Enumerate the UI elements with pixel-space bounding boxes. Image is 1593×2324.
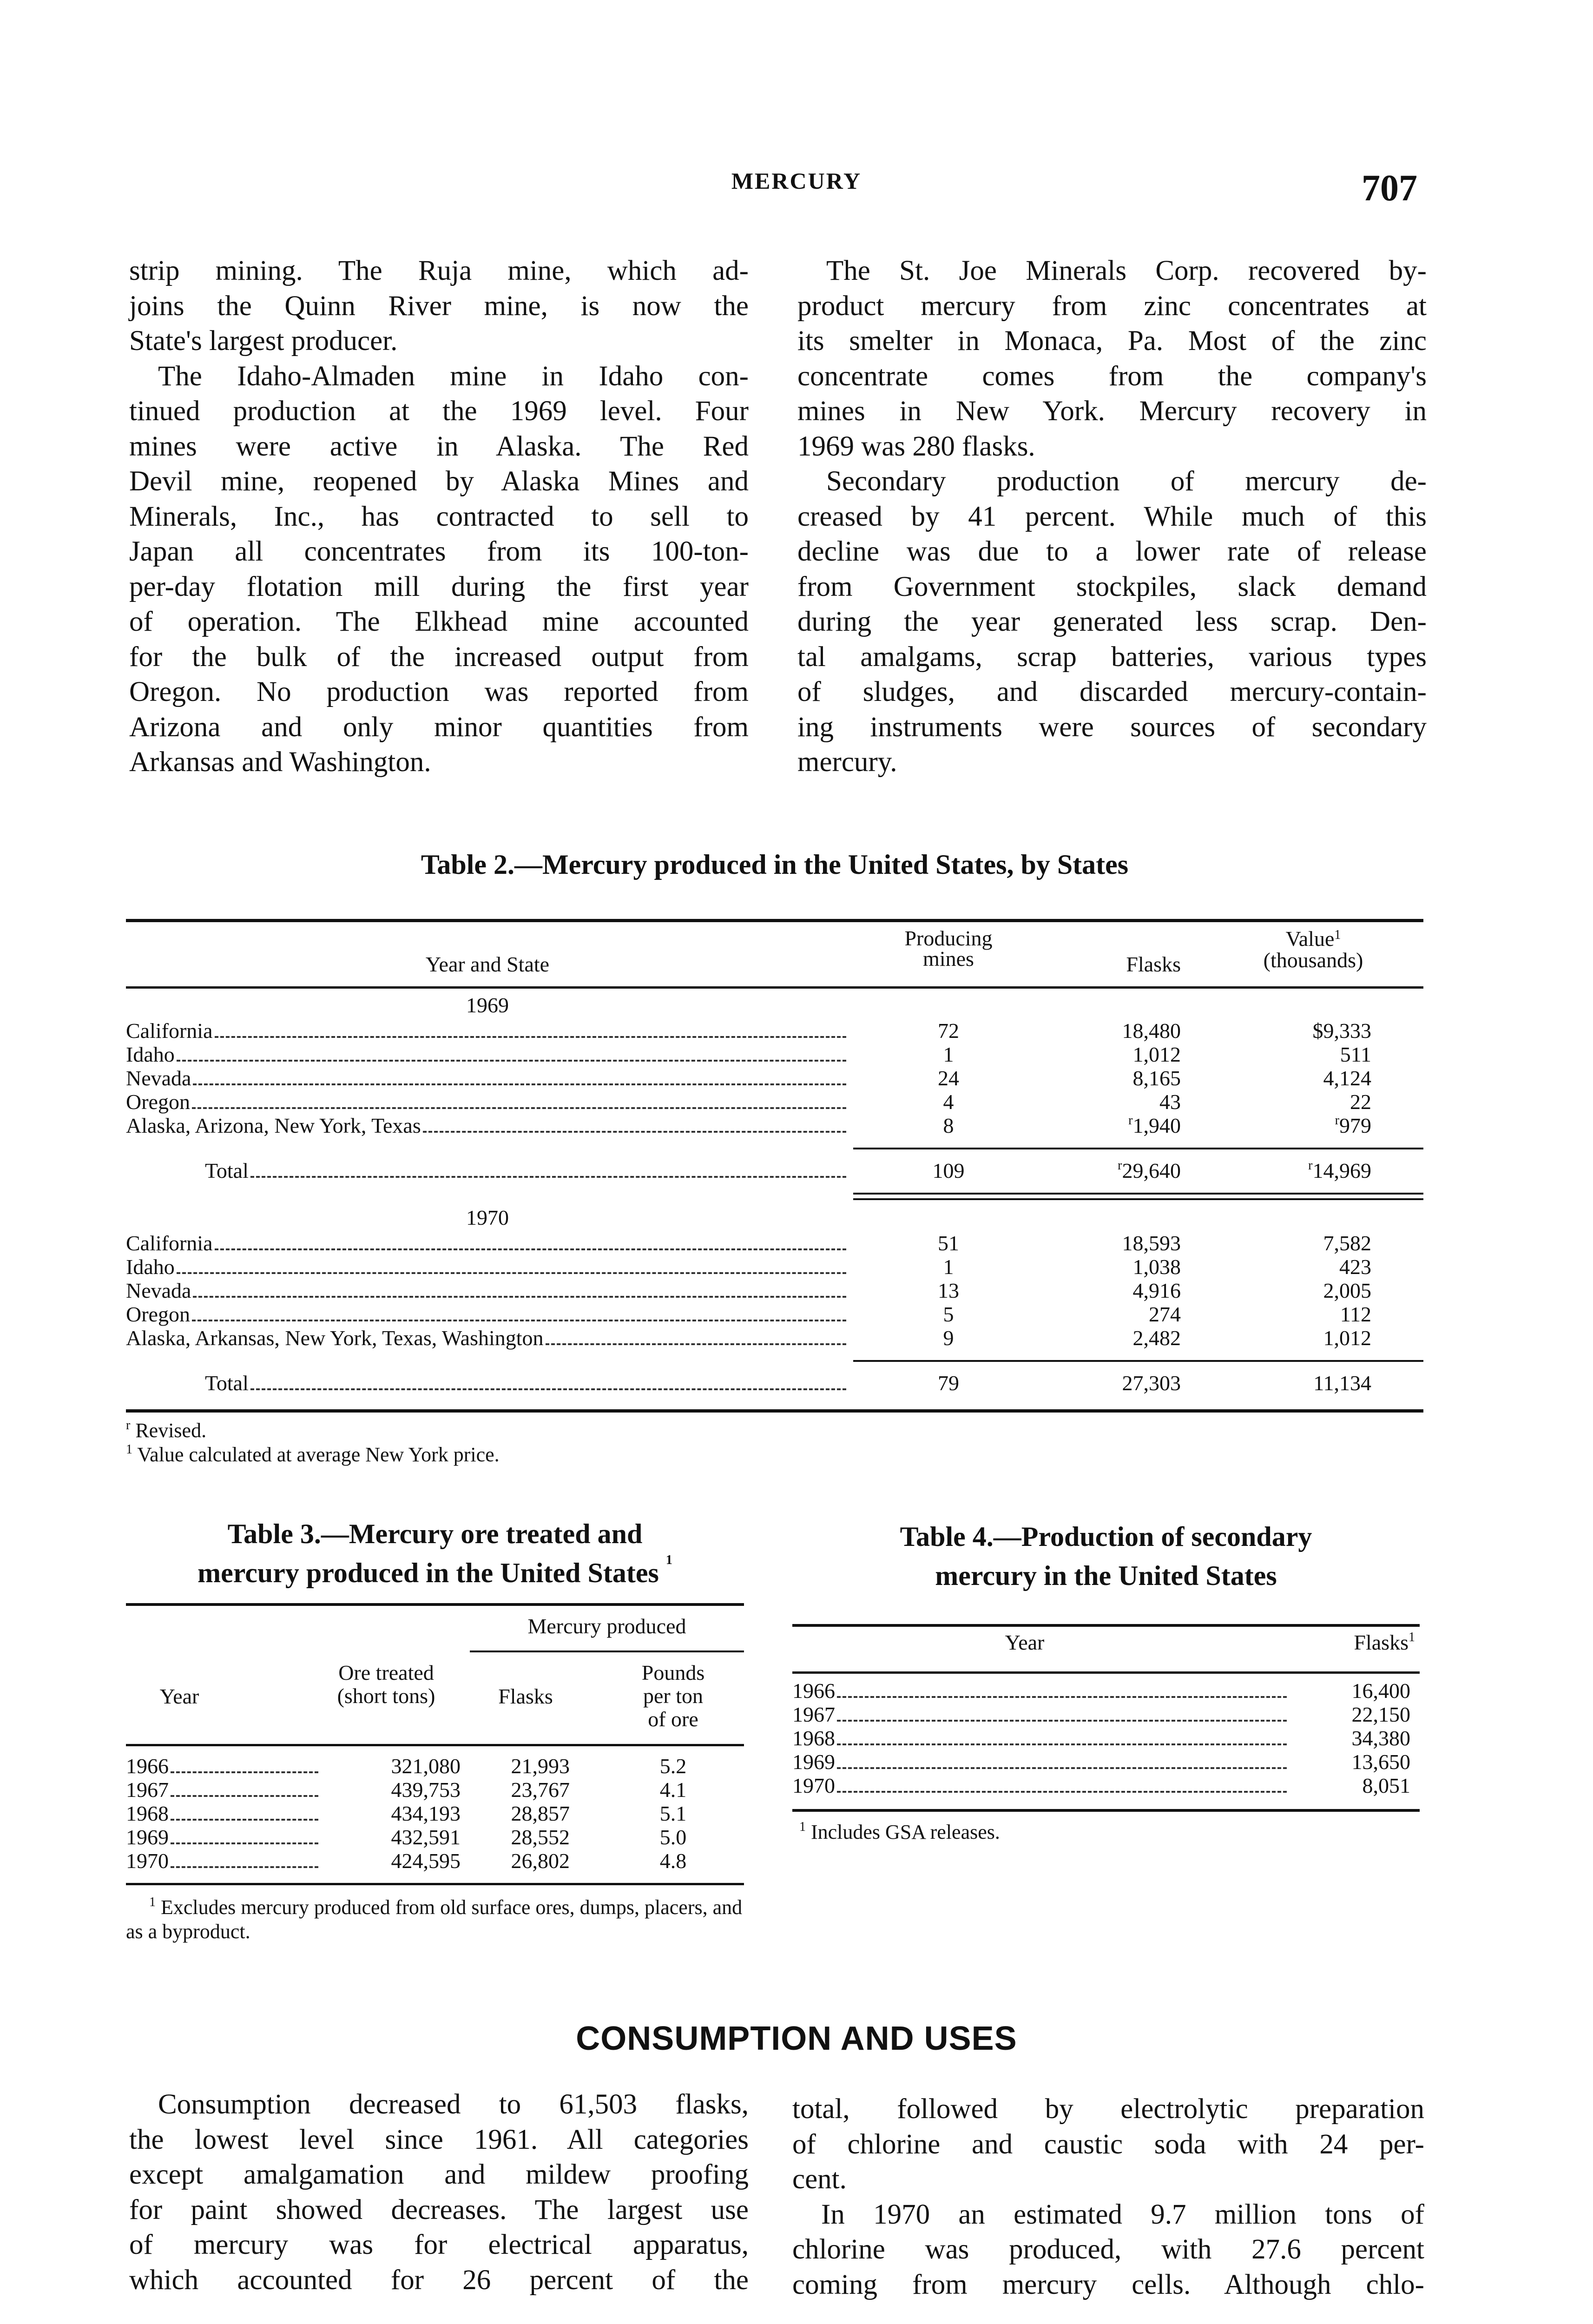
state-label <box>126 1371 849 1395</box>
state-name: Total <box>205 1371 249 1395</box>
flasks-value: 8,165 <box>1132 1066 1181 1090</box>
pounds-per-ton: 5.0 <box>659 1825 687 1849</box>
table-row <box>126 1849 744 1873</box>
flasks <box>1055 1371 1181 1395</box>
value-value: 112 <box>1340 1302 1371 1326</box>
paragraph-line: during the year generated less scrap. Den- <box>797 606 1427 637</box>
flasks <box>1055 1159 1181 1182</box>
flasks-value: 1,012 <box>1132 1043 1181 1066</box>
value-value: 1,012 <box>1323 1326 1371 1350</box>
double-rule-spacer <box>126 1182 1423 1206</box>
year-label <box>792 1774 1290 1797</box>
table-rule <box>792 1624 1420 1627</box>
paragraph-line: In 1970 an estimated 9.7 million tons of <box>821 2199 1424 2230</box>
value <box>1232 1090 1371 1114</box>
paragraph-line: product mercury from zinc concentrates at <box>797 290 1427 322</box>
value <box>1232 1279 1371 1302</box>
footnote-mark: 1 <box>1409 1630 1415 1644</box>
paragraph-line: The St. Joe Minerals Corp. recovered by- <box>826 255 1427 286</box>
footnote-mark: 1 <box>665 1553 672 1567</box>
paragraph-line: of chlorine and caustic soda with 24 per- <box>792 2128 1424 2160</box>
paragraph-line: its smelter in Monaca, Pa. Most of the zinc <box>797 325 1427 357</box>
state-label <box>126 1326 849 1350</box>
state-name: Oregon <box>126 1090 190 1114</box>
flasks-value: 1,940 <box>1132 1114 1181 1137</box>
flasks: 23,767 <box>511 1778 570 1802</box>
state-name: California <box>126 1231 213 1255</box>
state-label <box>126 1090 849 1114</box>
flasks-value: 274 <box>1149 1302 1181 1326</box>
state-name: Nevada <box>126 1279 191 1302</box>
value <box>1232 1159 1371 1182</box>
table-3-footnote <box>126 1895 749 1944</box>
revised-mark: r <box>1118 1158 1122 1173</box>
paragraph-line: Japan all concentrates from its 100-ton- <box>129 536 749 567</box>
paragraph-line: 1969 was 280 flasks. <box>797 430 1035 462</box>
state-name: Idaho <box>126 1043 175 1066</box>
column-header-flasks <box>1303 1631 1415 1654</box>
state-label <box>126 1302 849 1326</box>
pounds-per-ton: 5.1 <box>659 1802 687 1825</box>
state-label <box>126 1231 849 1255</box>
table-rule <box>126 986 1423 989</box>
paragraph-line: Minerals, Inc., has contracted to sell to <box>129 501 749 532</box>
state-label <box>126 1066 849 1090</box>
flasks <box>1055 1255 1181 1279</box>
dot-leader <box>250 1388 846 1390</box>
dot-leader <box>837 1767 1287 1769</box>
table-row <box>126 1279 1423 1302</box>
producing-mines: 8 <box>943 1114 954 1137</box>
page-number: 707 <box>1362 168 1417 209</box>
table-rule <box>853 1360 1423 1362</box>
total-rule-spacer <box>126 1350 1423 1371</box>
total-row <box>126 1159 1423 1182</box>
dot-leader <box>171 1771 318 1773</box>
value <box>1232 1066 1371 1090</box>
dot-leader <box>837 1696 1287 1698</box>
table-row <box>792 1774 1420 1797</box>
state-name: Total <box>205 1159 249 1182</box>
paragraph-line: tal amalgams, scrap batteries, various types <box>797 641 1427 673</box>
dot-leader <box>171 1842 318 1844</box>
revised-mark: r <box>1128 1113 1133 1128</box>
paragraph-line: Consumption decreased to 61,503 flasks, <box>158 2089 749 2120</box>
state-label <box>126 1019 849 1043</box>
value-value: 979 <box>1339 1114 1371 1137</box>
year: 1969 <box>126 1825 169 1849</box>
flasks <box>1055 1066 1181 1090</box>
paragraph-line: per-day flotation mill during the first year <box>129 571 749 602</box>
value-value: 11,134 <box>1313 1371 1371 1395</box>
title-line: Table 4.—Production of secondary <box>900 1521 1312 1552</box>
column-header-flasks: Flasks <box>498 1684 553 1708</box>
year-label <box>792 1679 1290 1703</box>
paragraph-line: the lowest level since 1961. All categories <box>129 2124 749 2155</box>
flasks: 34,380 <box>1351 1726 1410 1750</box>
state-name: California <box>126 1019 213 1043</box>
flasks-value: 18,593 <box>1122 1231 1181 1255</box>
value <box>1232 1255 1371 1279</box>
paragraph-line: for the bulk of the increased output from <box>129 641 749 673</box>
flasks-value: 2,482 <box>1132 1326 1181 1350</box>
ore-treated: 439,753 <box>391 1778 461 1802</box>
title-line: mercury produced in the United States <box>197 1558 659 1588</box>
footnote-text: Value calculated at average New York price. <box>137 1443 500 1466</box>
year: 1967 <box>126 1778 169 1802</box>
flasks: 21,993 <box>511 1754 570 1778</box>
table-row <box>792 1750 1420 1774</box>
paragraph-line: which accounted for 26 percent of the <box>129 2264 749 2296</box>
flasks: 16,400 <box>1351 1679 1410 1703</box>
producing-mines: 79 <box>938 1371 959 1395</box>
dot-leader <box>215 1036 847 1038</box>
text-column-top-right <box>797 253 1427 780</box>
value-value: 22 <box>1350 1090 1371 1114</box>
year: 1970 <box>792 1774 835 1797</box>
paragraph-line: concentrate comes from the company's <box>797 360 1427 392</box>
paragraph-line: cent. <box>792 2164 847 2195</box>
producing-mines: 5 <box>943 1302 954 1326</box>
table-row <box>126 1754 744 1778</box>
state-name: Oregon <box>126 1302 190 1326</box>
state-label <box>126 1279 849 1302</box>
table-row <box>126 1114 1423 1137</box>
paragraph-line: State's largest producer. <box>129 325 398 357</box>
table-row <box>126 1019 1423 1043</box>
flasks: 8,051 <box>1362 1774 1410 1797</box>
state-name: Alaska, Arizona, New York, Texas <box>126 1114 421 1137</box>
paragraph-line: mercury. <box>797 746 897 778</box>
paragraph-line: ing instruments were sources of secondary <box>797 711 1427 743</box>
title-line: mercury in the United States <box>935 1560 1277 1591</box>
table-rule <box>126 1744 744 1746</box>
flasks <box>1055 1279 1181 1302</box>
producing-mines: 13 <box>938 1279 959 1302</box>
flasks-value: 4,916 <box>1132 1279 1181 1302</box>
column-header-producing-mines: Producing mines <box>904 926 993 971</box>
value <box>1232 1371 1371 1395</box>
paragraph-line: Secondary production of mercury de- <box>826 466 1427 497</box>
table-rule <box>126 1883 744 1885</box>
year-label <box>792 1750 1290 1774</box>
ore-treated: 432,591 <box>391 1825 461 1849</box>
paragraph-line: decline was due to a lower rate of release <box>797 536 1427 567</box>
column-header-year: Year <box>159 1684 199 1708</box>
table-4-body <box>792 1679 1420 1797</box>
dot-leader <box>192 1107 846 1109</box>
year-label <box>126 1778 321 1802</box>
pounds-per-ton: 5.2 <box>659 1754 687 1778</box>
year: 1968 <box>792 1726 835 1750</box>
table-row <box>792 1679 1420 1703</box>
footnote-mark: 1 <box>1334 928 1341 942</box>
year: 1966 <box>792 1679 835 1703</box>
table-4-title <box>792 1517 1420 1595</box>
producing-mines: 51 <box>938 1231 959 1255</box>
state-label <box>126 1114 849 1137</box>
paragraph-line: coming from mercury cells. Although chlo- <box>792 2269 1424 2300</box>
table-row <box>126 1802 744 1825</box>
value <box>1232 1114 1371 1137</box>
paragraph-line: from Government stockpiles, slack demand <box>797 571 1427 602</box>
paragraph-line: strip mining. The Ruja mine, which ad- <box>129 255 749 286</box>
table-rule <box>126 919 1423 922</box>
state-name: Idaho <box>126 1255 175 1279</box>
table-row <box>126 1255 1423 1279</box>
column-header-ore-treated: Ore treated (short tons) <box>337 1661 435 1708</box>
year-label <box>126 1802 321 1825</box>
column-header-value <box>1232 928 1395 971</box>
footnote-mark: 1 <box>799 1820 806 1834</box>
paragraph-line: of mercury was for electrical apparatus, <box>129 2229 749 2260</box>
paragraph-line: mines in New York. Mercury recovery in <box>797 396 1427 427</box>
dot-leader <box>215 1248 847 1250</box>
state-name: Alaska, Arkansas, New York, Texas, Washington <box>126 1326 544 1350</box>
table-4 <box>792 1624 1420 1812</box>
revised-mark: r <box>126 1418 131 1433</box>
producing-mines: 24 <box>938 1066 959 1090</box>
producing-mines: 4 <box>943 1090 954 1114</box>
year: 1967 <box>792 1703 835 1726</box>
value <box>1232 1231 1371 1255</box>
producing-mines: 1 <box>943 1255 954 1279</box>
flasks-label: Flasks <box>1354 1631 1409 1654</box>
table-row <box>126 1066 1423 1090</box>
column-header-flasks: Flasks <box>1126 952 1181 976</box>
paragraph-line: Devil mine, reopened by Alaska Mines and <box>129 466 749 497</box>
text-column-top-left <box>129 253 749 780</box>
table-2-title: Table 2.—Mercury produced in the United States, by States <box>421 849 1129 880</box>
paragraph-line: Oregon. No production was reported from <box>129 676 749 707</box>
flasks <box>1055 1019 1181 1043</box>
flasks: 28,857 <box>511 1802 570 1825</box>
footnote-revised <box>126 1419 1055 1443</box>
title-line: Table 3.—Mercury ore treated and <box>227 1519 643 1549</box>
table-rule <box>792 1671 1420 1674</box>
table-3 <box>126 1603 744 1887</box>
state-label <box>126 1159 849 1182</box>
flasks-value: 27,303 <box>1122 1371 1181 1395</box>
paragraph-line: mines were active in Alaska. The Red <box>129 430 749 462</box>
year: 1968 <box>126 1802 169 1825</box>
table-3-body <box>126 1754 744 1873</box>
table-rule <box>853 1148 1423 1149</box>
year: 1969 <box>792 1750 835 1774</box>
paragraph-line: of operation. The Elkhead mine accounted <box>129 606 749 637</box>
producing-mines: 72 <box>938 1019 959 1043</box>
paragraph-line: chlorine was produced, with 27.6 percent <box>792 2234 1424 2265</box>
text-column-bottom-left <box>129 2087 749 2298</box>
dot-leader <box>177 1272 846 1274</box>
value-value: 2,005 <box>1323 1279 1371 1302</box>
table-2-footnotes <box>126 1419 1055 1467</box>
dot-leader <box>177 1060 846 1062</box>
flasks <box>1055 1043 1181 1066</box>
paragraph-line: except amalgamation and mildew proofing <box>129 2159 749 2190</box>
producing-mines: 9 <box>943 1326 954 1350</box>
table-rule <box>853 1198 1423 1200</box>
flasks-value: 29,640 <box>1122 1159 1181 1182</box>
table-rule <box>470 1651 744 1652</box>
dot-leader <box>423 1131 846 1133</box>
section-heading: CONSUMPTION AND USES <box>576 2020 1017 2057</box>
pounds-per-ton: 4.1 <box>659 1778 687 1802</box>
value-value: 14,969 <box>1312 1159 1371 1182</box>
paragraph-line: creased by 41 percent. While much of this <box>797 501 1427 532</box>
table-row <box>792 1726 1420 1750</box>
paragraph-line: joins the Quinn River mine, is now the <box>129 290 749 322</box>
column-header-year-state: Year and State <box>425 952 550 976</box>
paragraph-line: Arkansas and Washington. <box>129 746 431 778</box>
pounds-per-ton: 4.8 <box>659 1849 687 1873</box>
table-row <box>126 1090 1423 1114</box>
total-row <box>126 1371 1423 1395</box>
table-2 <box>126 919 1423 1416</box>
table-row <box>126 1825 744 1849</box>
revised-mark: r <box>1335 1113 1339 1128</box>
footnote-text: Excludes mercury produced from old surface ores, dumps, placers, and as a byproduct. <box>126 1896 743 1943</box>
flasks: 28,552 <box>511 1825 570 1849</box>
producing-mines: 1 <box>943 1043 954 1066</box>
value <box>1232 1302 1371 1326</box>
table-rule <box>792 1809 1420 1812</box>
dot-leader <box>193 1083 846 1085</box>
dot-leader <box>837 1743 1287 1745</box>
dot-leader <box>171 1866 318 1868</box>
year-label <box>792 1703 1290 1726</box>
flasks <box>1055 1090 1181 1114</box>
value-unit: (thousands) <box>1263 948 1363 972</box>
year-group-label: 1970 <box>466 1206 509 1229</box>
dot-leader <box>250 1176 846 1178</box>
value <box>1232 1043 1371 1066</box>
paragraph-line: The Idaho-Almaden mine in Idaho con- <box>158 360 749 392</box>
value-value: 511 <box>1340 1043 1371 1066</box>
value-value: 7,582 <box>1323 1231 1371 1255</box>
table-row <box>126 1326 1423 1350</box>
paragraph-line: for paint showed decreases. The largest use <box>129 2194 749 2225</box>
paragraph-line: tinued production at the 1969 level. Four <box>129 396 749 427</box>
flasks <box>1055 1326 1181 1350</box>
value-value: 4,124 <box>1323 1066 1371 1090</box>
table-row <box>792 1703 1420 1726</box>
footnote-mark: 1 <box>126 1442 132 1457</box>
paragraph-line: total, followed by electrolytic preparation <box>792 2093 1424 2125</box>
year: 1970 <box>126 1849 169 1873</box>
table-3-title <box>126 1514 744 1592</box>
paragraph-line: Arizona and only minor quantities from <box>129 711 749 743</box>
value-value: 423 <box>1339 1255 1371 1279</box>
revised-mark: r <box>1308 1158 1313 1173</box>
flasks <box>1055 1302 1181 1326</box>
flasks: 13,650 <box>1351 1750 1410 1774</box>
state-label <box>126 1255 849 1279</box>
dot-leader <box>192 1320 846 1321</box>
table-rule <box>126 1603 744 1606</box>
text-column-bottom-right <box>792 2092 1424 2302</box>
year-label <box>126 1825 321 1849</box>
state-name: Nevada <box>126 1066 191 1090</box>
value <box>1232 1326 1371 1350</box>
dot-leader <box>546 1343 846 1345</box>
table-4-footnote <box>799 1820 1403 1844</box>
table-rule <box>126 1409 1423 1413</box>
year-group-label: 1969 <box>466 993 509 1017</box>
ore-treated: 321,080 <box>391 1754 461 1778</box>
dot-leader <box>171 1795 318 1797</box>
column-header-pounds-per-ton: Pounds per ton of ore <box>641 1661 705 1731</box>
footnote-mark: 1 <box>149 1895 156 1909</box>
footnote-value <box>126 1443 1055 1467</box>
total-rule-spacer <box>126 1137 1423 1159</box>
year: 1966 <box>126 1754 169 1778</box>
table-row <box>126 1778 744 1802</box>
running-head: MERCURY <box>731 168 862 194</box>
value <box>1232 1019 1371 1043</box>
column-header-year: Year <box>1005 1631 1045 1654</box>
year-label <box>792 1726 1290 1750</box>
year-label <box>126 1754 321 1778</box>
group-header-mercury-produced: Mercury produced <box>527 1614 686 1638</box>
year-label <box>126 1849 321 1873</box>
dot-leader <box>193 1296 846 1298</box>
dot-leader <box>837 1791 1287 1793</box>
dot-leader <box>171 1819 318 1821</box>
table-row <box>126 1302 1423 1326</box>
ore-treated: 424,595 <box>391 1849 461 1873</box>
dot-leader <box>837 1720 1287 1722</box>
flasks-value: 43 <box>1159 1090 1181 1114</box>
flasks: 26,802 <box>511 1849 570 1873</box>
table-row <box>126 1043 1423 1066</box>
flasks <box>1055 1231 1181 1255</box>
table-row <box>126 1231 1423 1255</box>
ore-treated: 434,193 <box>391 1802 461 1825</box>
value-value: $9,333 <box>1312 1019 1371 1043</box>
footnote-text: Revised. <box>135 1419 207 1442</box>
state-label <box>126 1043 849 1066</box>
table-2-body <box>126 993 1423 1395</box>
value-label: Value <box>1285 927 1335 951</box>
producing-mines: 109 <box>932 1159 965 1182</box>
flasks-value: 18,480 <box>1122 1019 1181 1043</box>
flasks <box>1055 1114 1181 1137</box>
table-rule <box>853 1193 1423 1195</box>
flasks-value: 1,038 <box>1132 1255 1181 1279</box>
paragraph-line: of sludges, and discarded mercury-contain- <box>797 676 1427 707</box>
footnote-text: Includes GSA releases. <box>811 1821 1000 1843</box>
flasks: 22,150 <box>1351 1703 1410 1726</box>
